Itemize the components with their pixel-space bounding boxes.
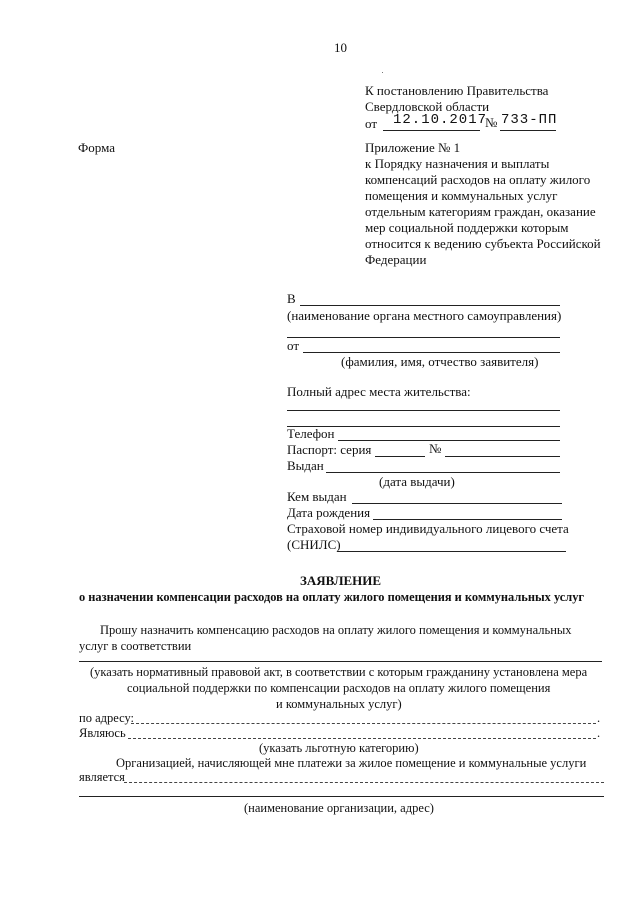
appendix-title: Приложение № 1 [365, 140, 461, 155]
address-label-2: по адресу: [79, 711, 135, 725]
from-field[interactable] [303, 352, 560, 353]
issued-label: Выдан [287, 458, 324, 473]
legal-act-hint-3: и коммунальных услуг) [276, 697, 402, 711]
para1-line-2: услуг в соответствии [79, 639, 192, 653]
decree-from-prefix: от [365, 116, 378, 131]
from-hint: (фамилия, имя, отчество заявителя) [341, 354, 539, 369]
para2-line-2: является [79, 770, 125, 784]
statement-title: ЗАЯВЛЕНИЕ [300, 573, 382, 588]
decree-line-2: Свердловской области [365, 99, 490, 114]
decree-number-line [500, 130, 556, 131]
scan-dot [382, 72, 383, 73]
appendix-line: мер социальной поддержки которым [365, 220, 569, 235]
address-field-1[interactable] [287, 410, 560, 411]
legal-act-hint-1: (указать нормативный правовой акт, в соответствии с которым гражданину установлена мера [90, 665, 588, 679]
decree-number: 733-ПП [501, 112, 558, 128]
category-period: . [597, 726, 601, 740]
being-label: Являюсь [79, 726, 126, 740]
decree-line-1: К постановлению Правительства [365, 83, 549, 98]
birth-label: Дата рождения [287, 505, 371, 520]
passport-number-field[interactable] [445, 456, 560, 457]
to-field[interactable] [300, 305, 560, 306]
passport-series-field[interactable] [375, 456, 425, 457]
to-prefix: В [287, 291, 296, 306]
para2-line-1: Организацией, начисляющей мне платежи за жилое помещение и коммунальные услуги [116, 756, 587, 770]
to-hint: (наименование органа местного самоуправления) [287, 308, 562, 323]
category-hint: (указать льготную категорию) [259, 741, 419, 755]
decree-date: 12.10.2017 [393, 112, 488, 128]
address-label: Полный адрес места жительства: [287, 384, 471, 399]
birth-field[interactable] [373, 519, 562, 520]
appendix-line: отдельным категориям граждан, оказание [365, 204, 596, 219]
passport-label: Паспорт: серия [287, 442, 372, 457]
to-field-2[interactable] [287, 337, 560, 338]
issued-field[interactable] [326, 472, 560, 473]
legal-act-field[interactable] [79, 661, 602, 662]
snils-field[interactable] [337, 551, 566, 552]
form-label: Форма [78, 140, 115, 155]
decree-number-prefix: № [485, 115, 498, 130]
appendix-line: относится к ведению субъекта Российской [365, 236, 601, 251]
organization-field[interactable] [124, 782, 604, 783]
appendix-line: компенсаций расходов на оплату жилого [365, 172, 591, 187]
snils-label-line-1: Страховой номер индивидуального лицевого счета [287, 521, 569, 536]
page-number: 10 [334, 40, 347, 55]
phone-label: Телефон [287, 426, 335, 441]
organization-field-2[interactable] [79, 796, 604, 797]
issued-by-field[interactable] [352, 503, 562, 504]
decree-date-line [383, 130, 480, 131]
organization-hint: (наименование организации, адрес) [244, 801, 434, 815]
address-field[interactable] [131, 723, 596, 724]
phone-field[interactable] [338, 440, 560, 441]
legal-act-hint-2: социальной поддержки по компенсации расходов на оплату жилого помещения [127, 681, 551, 695]
category-field[interactable] [128, 738, 596, 739]
statement-subtitle: о назначении компенсации расходов на оплату жилого помещения и коммунальных услуг [79, 590, 585, 604]
from-prefix: от [287, 338, 300, 353]
snils-label-line-2: (СНИЛС) [287, 537, 341, 552]
para1-line-1: Прошу назначить компенсацию расходов на оплату жилого помещения и коммунальных [100, 623, 572, 637]
address-period: . [597, 711, 601, 725]
appendix-line: Федерации [365, 252, 427, 267]
appendix-line: помещения и коммунальных услуг [365, 188, 558, 203]
issued-hint: (дата выдачи) [379, 474, 455, 489]
passport-number-prefix: № [429, 441, 442, 456]
appendix-line: к Порядку назначения и выплаты [365, 156, 550, 171]
issued-by-label: Кем выдан [287, 489, 347, 504]
